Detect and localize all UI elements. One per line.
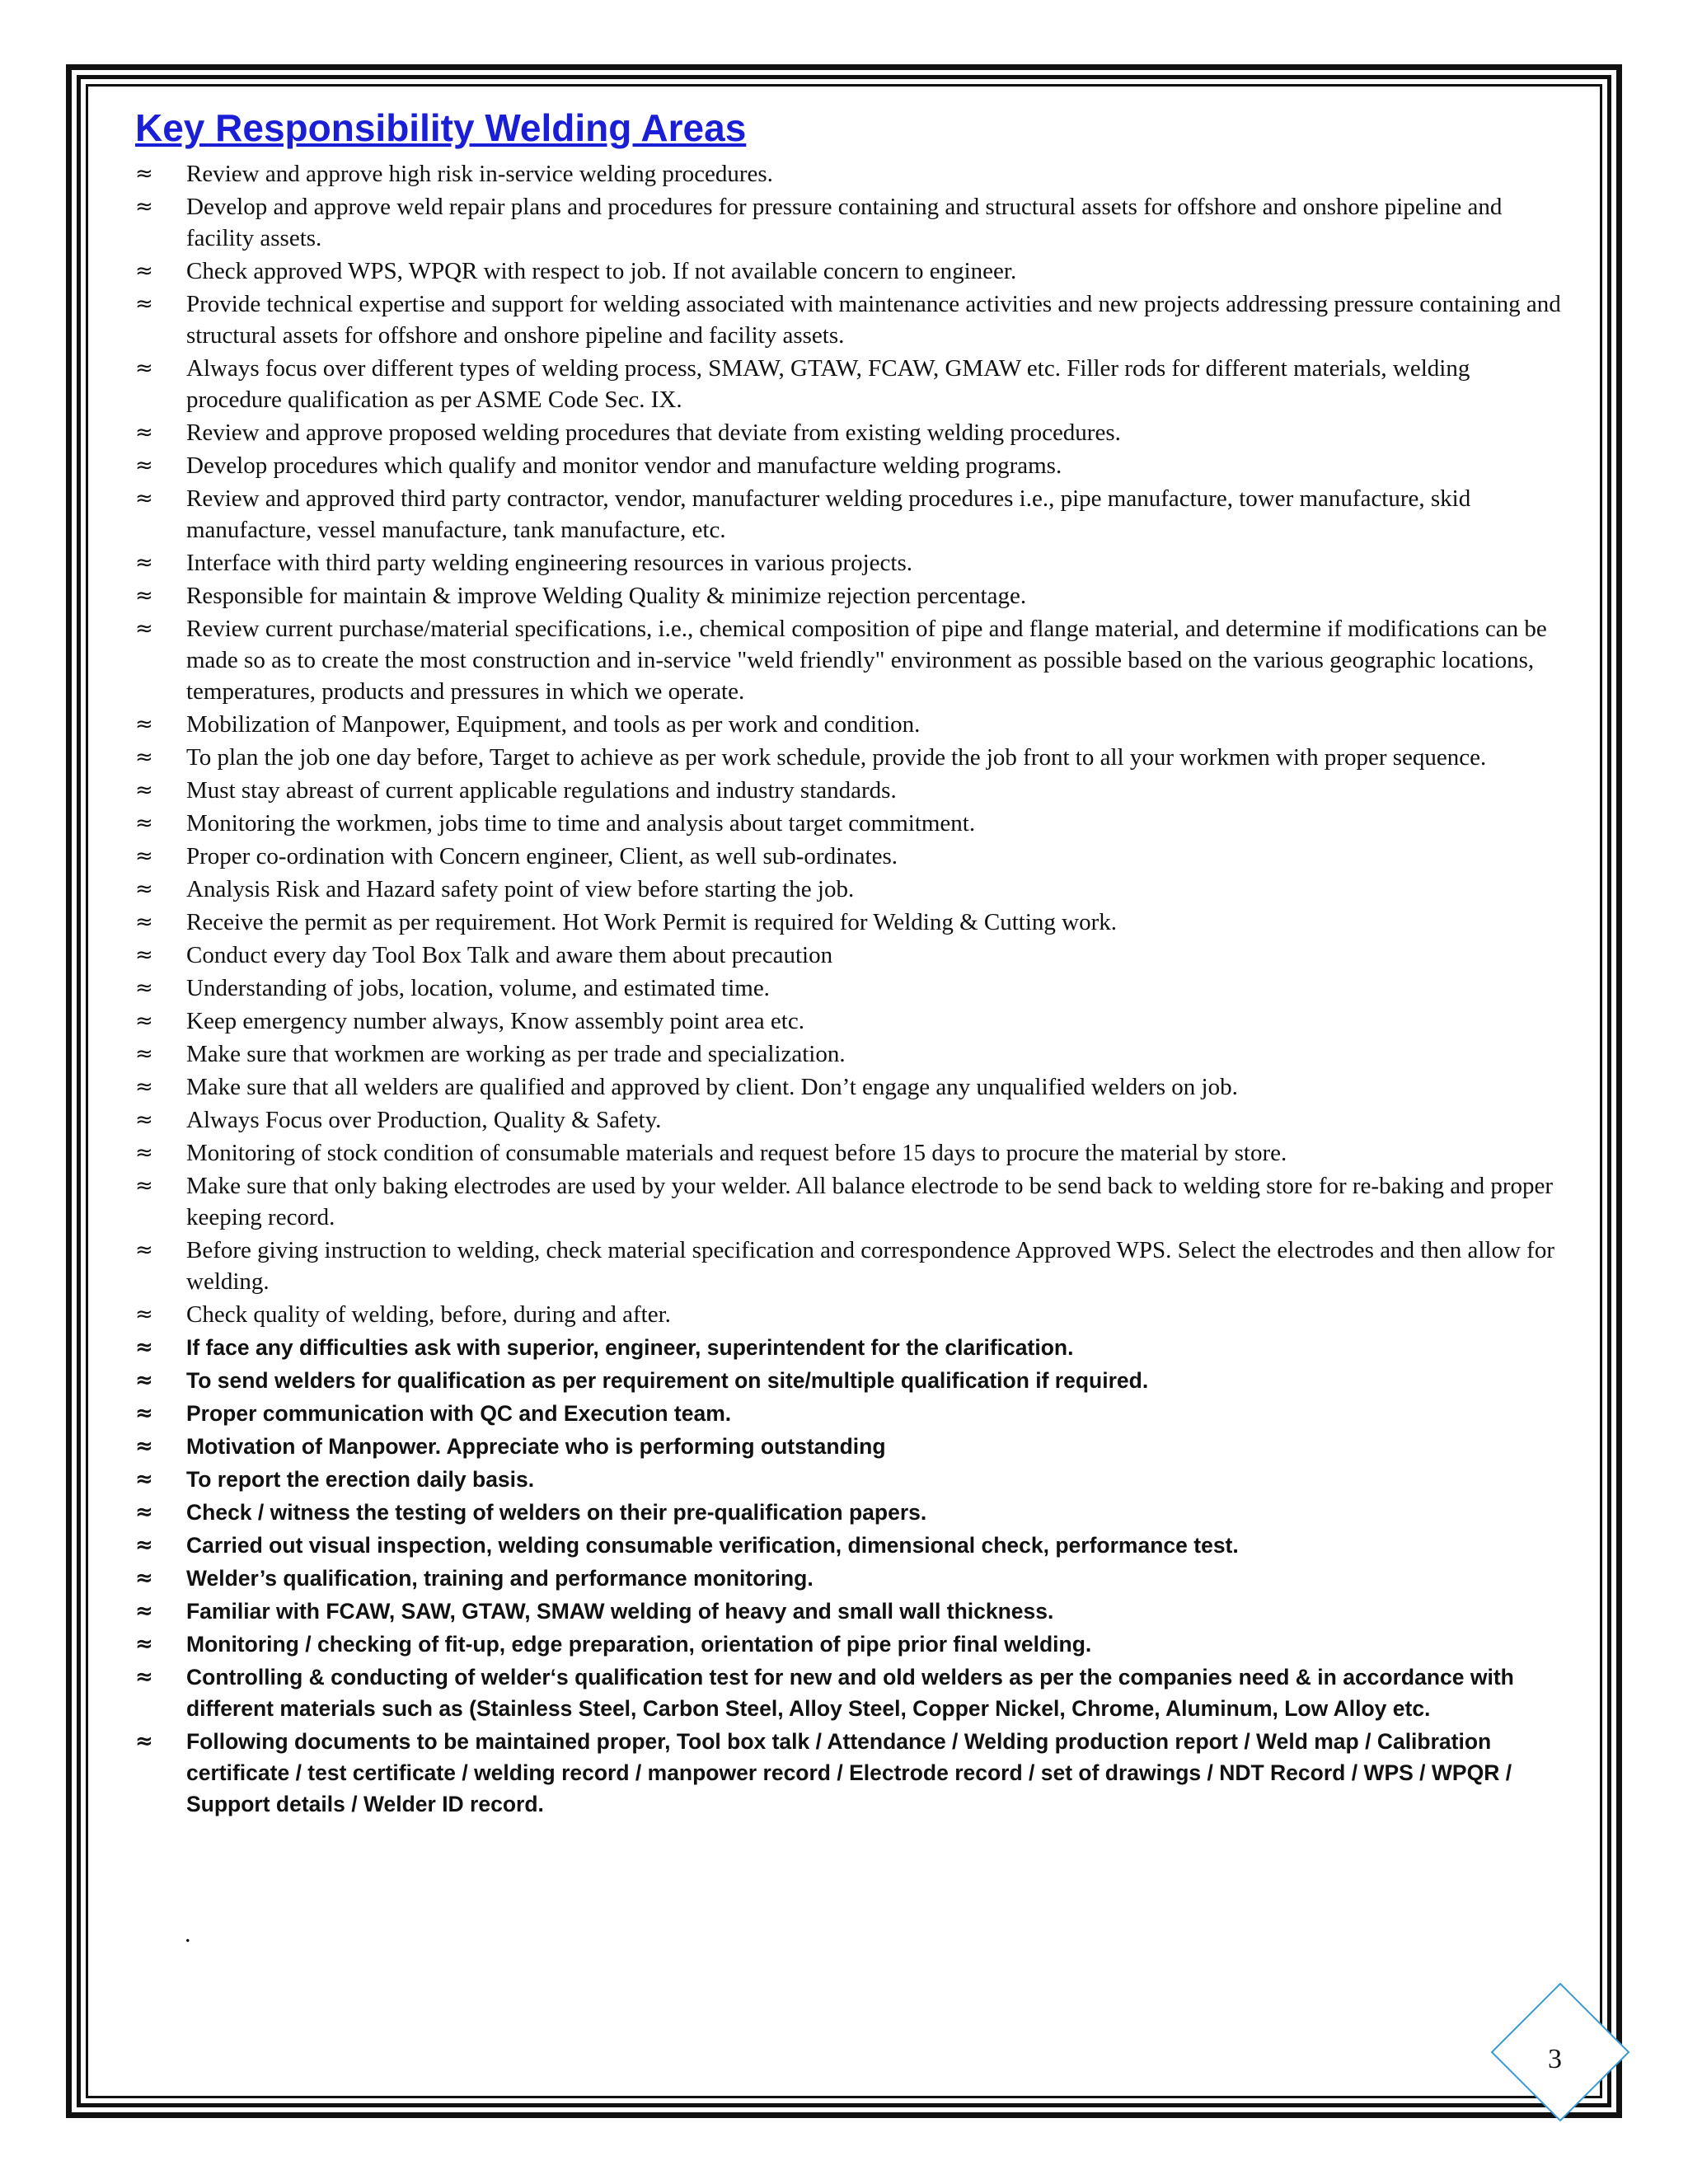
list-item-text: Controlling & conducting of welder‘s qualification test for new and old welders as per the companies need & in accordance with different materials such as (Stainless Steel, Carbon Steel, Alloy Steel, Copper Nickel, Chrome, Aluminum, Low Alloy etc. (186, 1665, 1514, 1721)
list-item (135, 1005, 1569, 1037)
approx-bullet-icon: ≈ (135, 778, 153, 803)
list-item (135, 1398, 1569, 1429)
approx-bullet-icon: ≈ (135, 1238, 153, 1263)
approx-bullet-icon: ≈ (135, 292, 153, 316)
list-item (135, 613, 1569, 707)
approx-bullet-icon: ≈ (135, 1368, 153, 1393)
approx-bullet-icon: ≈ (135, 194, 153, 219)
approx-bullet-icon: ≈ (135, 551, 153, 575)
list-item (135, 580, 1569, 612)
list-item (135, 1137, 1569, 1169)
list-item (135, 1629, 1569, 1660)
list-item (135, 940, 1569, 971)
list-item-text: Review current purchase/material specifications, i.e., chemical composition of pipe and flange material, and determine if modifications can be made so as to create the most construction and in-service "weld friendly" environment as possible based on the various geographic locations, temperatures, products and pressures in which we operate. (186, 616, 1547, 705)
list-item-text: Monitoring of stock condition of consumable materials and request before 15 days to procure the material by store. (186, 1140, 1287, 1166)
approx-bullet-icon: ≈ (135, 1141, 153, 1165)
list-item (135, 775, 1569, 806)
list-item-text: Motivation of Manpower. Appreciate who is performing outstanding (186, 1434, 886, 1459)
list-item (135, 808, 1569, 839)
list-item-text: Following documents to be maintained proper, Tool box talk / Attendance / Welding production report / Weld map / Calibration certificate / test certificate / welding record / manpower record / Electrode record / set of drawings / NDT Record / WPS / WPQR / Support details / Welder ID record. (186, 1729, 1512, 1816)
list-item (135, 1726, 1569, 1820)
list-item-text: Carried out visual inspection, welding consumable verification, dimensional check, performance test. (186, 1533, 1239, 1558)
list-item (135, 907, 1569, 938)
list-item-text: Interface with third party welding engineering resources in various projects. (186, 550, 912, 576)
list-item-text: Conduct every day Tool Box Talk and aware them about precaution (186, 942, 833, 968)
list-item (135, 353, 1569, 415)
approx-bullet-icon: ≈ (135, 1335, 153, 1360)
page-number: 3 (1548, 2044, 1562, 2074)
approx-bullet-icon: ≈ (135, 356, 153, 381)
list-item (135, 158, 1569, 190)
approx-bullet-icon: ≈ (135, 162, 153, 186)
approx-bullet-icon: ≈ (135, 1042, 153, 1066)
list-item-text: To report the erection daily basis. (186, 1467, 535, 1492)
list-item-text: If face any difficulties ask with superior, engineer, superintendent for the clarification. (186, 1335, 1074, 1360)
list-item (135, 1563, 1569, 1594)
list-item (135, 1071, 1569, 1103)
list-item-text: Monitoring the workmen, jobs time to time and analysis about target commitment. (186, 810, 976, 837)
approx-bullet-icon: ≈ (135, 1632, 153, 1657)
list-item-text: Check quality of welding, before, during and after. (186, 1301, 671, 1328)
list-item-text: Check approved WPS, WPQR with respect to job. If not available concern to engineer. (186, 258, 1017, 284)
list-item (135, 288, 1569, 351)
approx-bullet-icon: ≈ (135, 811, 153, 836)
list-item-text: Make sure that all welders are qualified and approved by client. Don’t engage any unqualified welders on job. (186, 1074, 1238, 1100)
list-item-text: Before giving instruction to welding, check material specification and correspondence Approved WPS. Select the electrodes and then allow for welding. (186, 1237, 1554, 1295)
approx-bullet-icon: ≈ (135, 1075, 153, 1099)
approx-bullet-icon: ≈ (135, 712, 153, 737)
list-item-text: Always Focus over Production, Quality & Safety. (186, 1107, 662, 1133)
approx-bullet-icon: ≈ (135, 1533, 153, 1558)
approx-bullet-icon: ≈ (135, 1009, 153, 1033)
approx-bullet-icon: ≈ (135, 453, 153, 478)
approx-bullet-icon: ≈ (135, 1174, 153, 1198)
list-item (135, 1464, 1569, 1495)
list-item-text: Monitoring / checking of fit-up, edge preparation, orientation of pipe prior final welding. (186, 1632, 1092, 1657)
list-item (135, 1596, 1569, 1627)
list-item-text: Familiar with FCAW, SAW, GTAW, SMAW welding of heavy and small wall thickness. (186, 1599, 1054, 1624)
approx-bullet-icon: ≈ (135, 1599, 153, 1624)
list-item (135, 483, 1569, 546)
list-item (135, 709, 1569, 740)
list-item (135, 450, 1569, 481)
list-item-text: Proper communication with QC and Execution team. (186, 1401, 732, 1426)
list-item-text: Develop procedures which qualify and monitor vendor and manufacture welding programs. (186, 452, 1062, 479)
approx-bullet-icon: ≈ (135, 976, 153, 1001)
list-item (135, 255, 1569, 287)
list-item-text: Always focus over different types of welding process, SMAW, GTAW, FCAW, GMAW etc. Filler rods for different materials, welding procedure qualification as per ASME Code Sec. IX. (186, 355, 1470, 413)
approx-bullet-icon: ≈ (135, 1566, 153, 1591)
list-item-text: Make sure that workmen are working as per trade and specialization. (186, 1041, 846, 1067)
approx-bullet-icon: ≈ (135, 486, 153, 511)
list-item (135, 1104, 1569, 1136)
approx-bullet-icon: ≈ (135, 877, 153, 902)
responsibility-list (135, 158, 1569, 1820)
list-item-text: Make sure that only baking electrodes are used by your welder. All balance electrode to be send back to welding store for re-baking and proper keeping record. (186, 1173, 1554, 1230)
list-item-text: Review and approved third party contractor, vendor, manufacturer welding procedures i.e., pipe manufacture, tower manufacture, skid manufacture, vessel manufacture, tank manufacture, etc. (186, 485, 1471, 543)
approx-bullet-icon: ≈ (135, 1302, 153, 1327)
trailing-mark: . (185, 1920, 191, 1947)
approx-bullet-icon: ≈ (135, 844, 153, 869)
approx-bullet-icon: ≈ (135, 745, 153, 770)
approx-bullet-icon: ≈ (135, 616, 153, 641)
list-item (135, 1530, 1569, 1561)
list-item-text: Review and approve proposed welding procedures that deviate from existing welding procedures. (186, 419, 1121, 446)
approx-bullet-icon: ≈ (135, 1500, 153, 1525)
list-item (135, 1170, 1569, 1233)
list-item (135, 191, 1569, 254)
list-item (135, 1497, 1569, 1528)
approx-bullet-icon: ≈ (135, 259, 153, 284)
list-item (135, 1235, 1569, 1297)
list-item (135, 972, 1569, 1004)
list-item-text: Analysis Risk and Hazard safety point of view before starting the job. (186, 876, 855, 902)
list-item-text: Provide technical expertise and support for welding associated with maintenance activities and new projects addressing pressure containing and structural assets for offshore and onshore pipeline and facility assets. (186, 291, 1561, 349)
approx-bullet-icon: ≈ (135, 1467, 153, 1492)
list-item-text: To send welders for qualification as per requirement on site/multiple qualification if required. (186, 1368, 1149, 1393)
list-item-text: Develop and approve weld repair plans and procedures for pressure containing and structural assets for offshore and onshore pipeline and facility assets. (186, 194, 1503, 251)
list-item (135, 874, 1569, 905)
page-title: Key Responsibility Welding Areas (135, 106, 747, 149)
list-item (135, 1661, 1569, 1724)
approx-bullet-icon: ≈ (135, 420, 153, 445)
list-item-text: Check / witness the testing of welders on their pre-qualification papers. (186, 1500, 927, 1525)
list-item (135, 1431, 1569, 1462)
list-item (135, 841, 1569, 872)
list-item-text: Proper co-ordination with Concern engineer, Client, as well sub-ordinates. (186, 843, 898, 869)
list-item (135, 1038, 1569, 1070)
approx-bullet-icon: ≈ (135, 1665, 153, 1690)
approx-bullet-icon: ≈ (135, 943, 153, 968)
list-item-text: Receive the permit as per requirement. Hot Work Permit is required for Welding & Cutting work. (186, 909, 1118, 935)
list-item-text: To plan the job one day before, Target to achieve as per work schedule, provide the job front to all your workmen with proper sequence. (186, 744, 1487, 771)
approx-bullet-icon: ≈ (135, 1401, 153, 1426)
list-item-text: Welder’s qualification, training and performance monitoring. (186, 1566, 814, 1591)
list-item (135, 1365, 1569, 1396)
list-item-text: Mobilization of Manpower, Equipment, and tools as per work and condition. (186, 711, 921, 738)
list-item-text: Must stay abreast of current applicable regulations and industry standards. (186, 777, 897, 804)
list-item-text: Understanding of jobs, location, volume, and estimated time. (186, 975, 770, 1001)
list-item-text: Review and approve high risk in-service welding procedures. (186, 161, 773, 187)
page-content (135, 105, 1569, 1821)
list-item (135, 547, 1569, 579)
approx-bullet-icon: ≈ (135, 1434, 153, 1459)
approx-bullet-icon: ≈ (135, 1108, 153, 1132)
list-item-text: Responsible for maintain & improve Welding Quality & minimize rejection percentage. (186, 583, 1027, 609)
approx-bullet-icon: ≈ (135, 583, 153, 608)
list-item (135, 1299, 1569, 1330)
approx-bullet-icon: ≈ (135, 1729, 153, 1754)
list-item (135, 1332, 1569, 1363)
list-item (135, 742, 1569, 773)
list-item (135, 417, 1569, 448)
approx-bullet-icon: ≈ (135, 910, 153, 935)
list-item-text: Keep emergency number always, Know assembly point area etc. (186, 1008, 804, 1034)
